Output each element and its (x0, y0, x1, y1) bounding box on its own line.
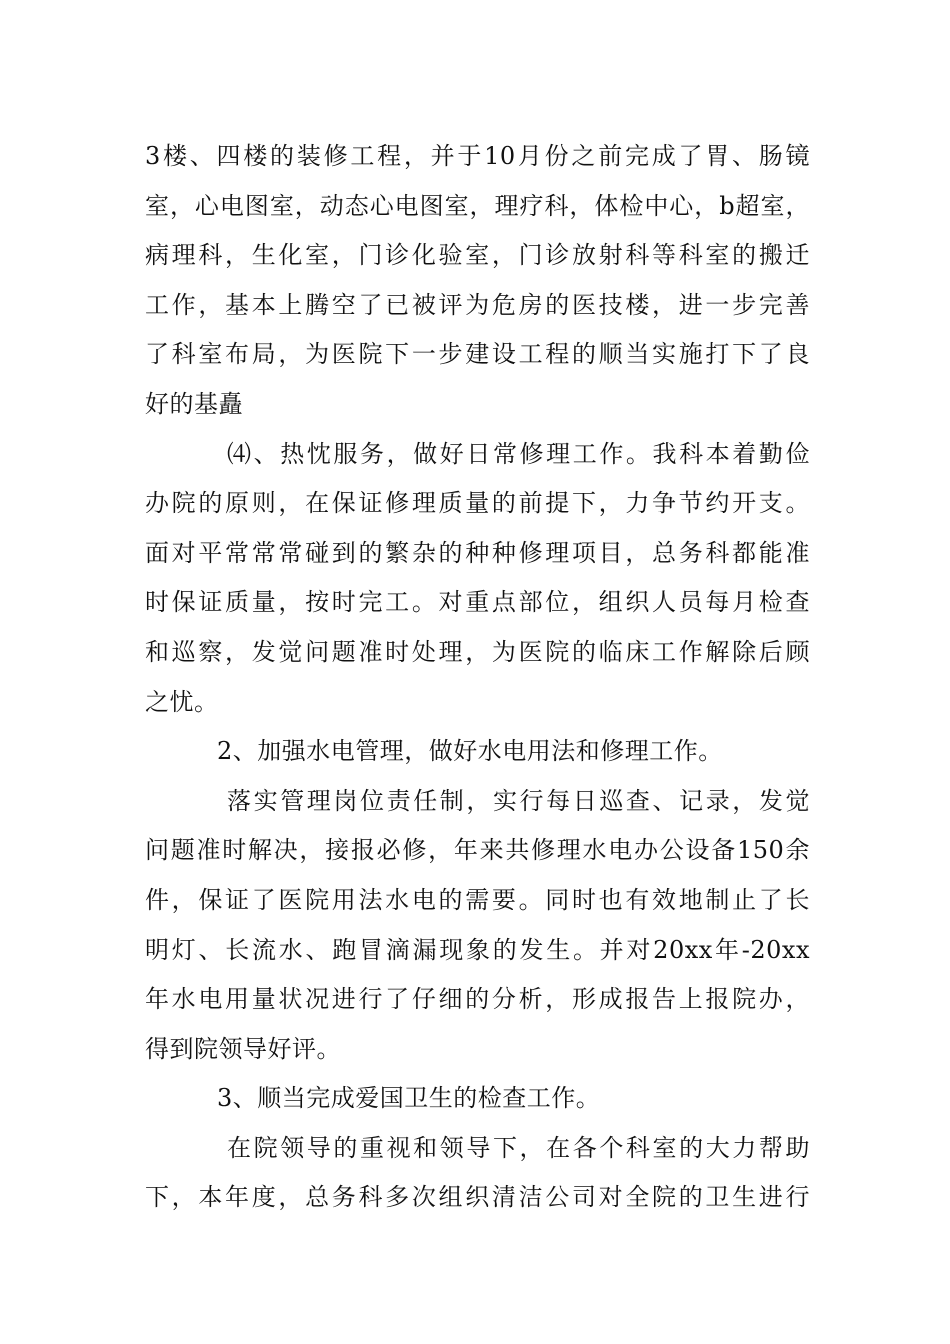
text-line: 在院领导的重视和领导下，在各个科室的大力帮助 (227, 1133, 810, 1162)
text-line: 下，本年度，总务科多次组织清洁公司对全院的卫生进行 (145, 1183, 810, 1212)
text-line: 3楼、四楼的装修工程，并于10月份之前完成了胃、肠镜 (145, 142, 810, 170)
text-line: 问题准时解决，接报必修，年来共修理水电办公设备150余 (145, 836, 810, 865)
text-line: 办院的原则，在保证修理质量的前提下，力争节约开支。 (145, 489, 810, 518)
text-line: 病理科，生化室，门诊化验室，门诊放射科等科室的搬迁 (145, 241, 810, 270)
text-line: 件，保证了医院用法水电的需要。同时也有效地制止了长 (145, 885, 810, 914)
text-line: 和巡察，发觉问题准时处理，为医院的临床工作解除后顾 (145, 637, 810, 666)
section-heading: 2、加强水电管理，做好水电用法和修理工作。 (217, 737, 723, 766)
text-line: 面对平常常常碰到的繁杂的种种修理项目，总务科都能准 (145, 538, 810, 567)
text-line: 年水电用量状况进行了仔细的分析，形成报告上报院办， (145, 985, 810, 1014)
text-line: 明灯、长流水、跑冒滴漏现象的发生。并对20xx年-20xx (145, 935, 810, 964)
section-heading: 3、顺当完成爱国卫生的检查工作。 (217, 1084, 601, 1113)
text-line: 得到院领导好评。 (145, 1034, 341, 1063)
text-line: ⑷、热忱服务，做好日常修理工作。我科本着勤俭 (227, 439, 810, 468)
text-line: 了科室布局，为医院下一步建设工程的顺当实施打下了良 (145, 340, 810, 369)
text-line: 之忧。 (145, 687, 219, 716)
text-line: 工作，基本上腾空了已被评为危房的医技楼，进一步完善 (145, 290, 810, 319)
text-line: 好的基矗 (145, 389, 243, 418)
text-line: 室，心电图室，动态心电图室，理疗科，体检中心，b超室， (145, 191, 810, 220)
document-body (145, 132, 810, 1223)
text-line: 时保证质量，按时完工。对重点部位，组织人员每月检查 (145, 588, 810, 617)
text-line: 落实管理岗位责任制，实行每日巡查、记录，发觉 (227, 786, 810, 815)
